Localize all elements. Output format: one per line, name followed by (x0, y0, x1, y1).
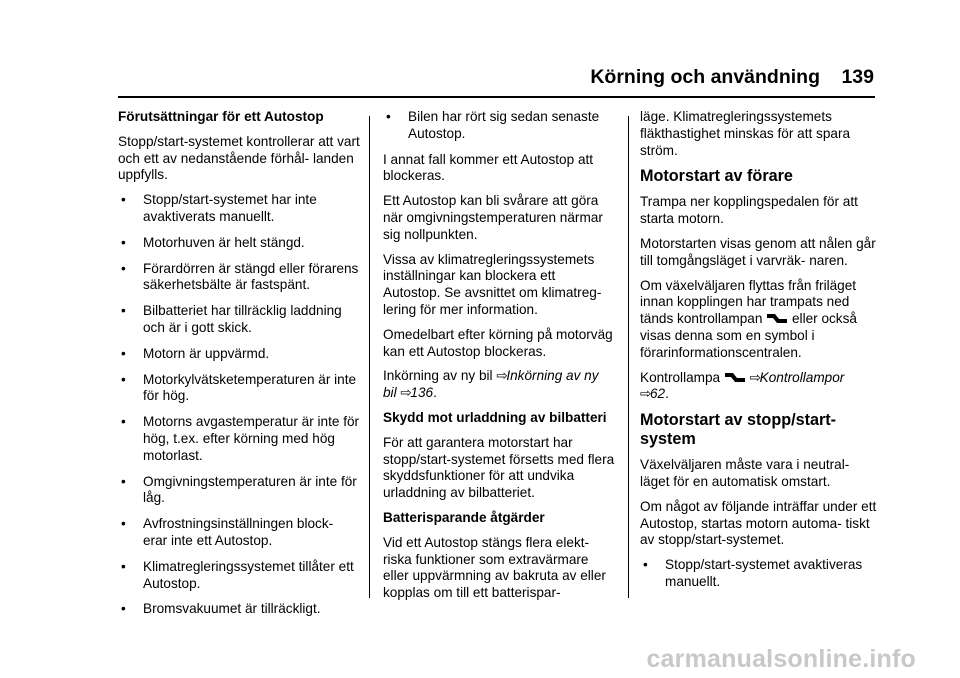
page-header (0, 0, 960, 100)
control-lamp-icon (724, 370, 746, 384)
reference-page[interactable]: 62 (650, 386, 666, 402)
list-item (118, 601, 360, 618)
watermark: carmanualsonline.info (646, 645, 916, 673)
page-number: 139 (841, 66, 874, 88)
list-item-text: Bromsvakuumet är tillräckligt. (143, 601, 321, 617)
list-item-text: Omgivningstemperaturen är inte för låg. (143, 473, 357, 506)
bullet-marker: • (643, 557, 648, 573)
list-item (118, 346, 360, 363)
reference-label: Kontrollampa (640, 369, 721, 385)
list-item (118, 372, 360, 406)
list-item-text: Klimatregleringssystemet tillåter ett Autostop. (143, 558, 354, 591)
paragraph: Om något av följande inträffar under ett Autostop, startas motorn automa- tiskt av stopp/start-systemet. (640, 498, 877, 548)
arrow-icon: ⇨ (749, 369, 762, 385)
paragraph: Stopp/start-systemet kontrollerar att vart och ett av nedanstående förhål- landen uppfylls. (118, 133, 360, 183)
header-rule (118, 96, 875, 98)
cross-reference: Inkörning av ny bil ⇨Inkörning av ny bil ⇨136. (383, 368, 599, 401)
list-item (118, 261, 360, 295)
section-heading: Skydd mot urladdning av bilbatteri (383, 409, 607, 425)
paragraph: Motorstarten visas genom att nålen går till tomgångsläget i varvräk- naren. (640, 235, 876, 268)
bullet-marker: • (121, 601, 126, 617)
paragraph-text: Om växelväljaren flyttas från friläget innan kopplingen har trampats ned tänds kontrollampan (640, 277, 857, 327)
arrow-icon: ⇨ (496, 368, 508, 384)
bullet-list (118, 192, 360, 618)
bullet-marker: • (121, 345, 126, 361)
list-item (118, 192, 360, 226)
list-item (640, 557, 877, 591)
reference-link[interactable]: Kontrollampor (759, 369, 845, 385)
paragraph: Växelväljaren måste vara i neutral- läget för en automatisk omstart. (640, 457, 850, 489)
list-item-text: Bilbatteriet har tillräcklig laddning och är i gott skick. (143, 303, 342, 335)
list-item-text: Stopp/start-systemet har inte avaktiverats manuellt. (143, 192, 317, 224)
paragraph: Trampa ner kopplingspedalen för att starta motorn. (640, 194, 858, 227)
list-item (118, 516, 360, 550)
reference-link[interactable]: Inkörning av ny bil (383, 368, 599, 401)
bullet-marker: • (386, 109, 391, 124)
section-heading: Förutsättningar för ett Autostop (118, 109, 324, 124)
paragraph: Vissa av klimatregleringssystemets inställningar kan blockera ett Autostop. Se avsnittet om klimatreg- lering för mer information. (383, 251, 602, 317)
bullet-marker: • (121, 234, 126, 250)
paragraph: Omedelbart efter körning på motorväg kan ett Autostop blockeras. (383, 326, 613, 359)
bullet-marker: • (121, 192, 126, 208)
bullet-marker: • (121, 371, 126, 387)
list-item (118, 303, 360, 337)
column-3 (640, 109, 877, 600)
paragraph: I annat fall kommer ett Autostop att blockeras. (383, 151, 594, 184)
list-item-text: Förardörren är stängd eller förarens säkerhetsbälte är fastspänt. (143, 260, 359, 293)
section-heading: Motorstart av förare (640, 167, 793, 186)
reference-page[interactable]: 136 (410, 385, 434, 401)
paragraph-with-icon (640, 278, 877, 362)
arrow-icon: ⇨ (400, 385, 412, 401)
list-item (118, 474, 360, 508)
list-item (118, 414, 360, 464)
list-item-text: Motorkylvätsketemperaturen är inte för hög. (143, 371, 357, 404)
arrow-icon: ⇨ (640, 386, 652, 402)
bullet-marker: • (121, 473, 126, 489)
list-item-text: Avfrostningsinställningen block- erar inte ett Autostop. (143, 516, 334, 548)
bullet-marker: • (121, 414, 126, 430)
column-1 (118, 109, 360, 627)
list-item-text: Motorns avgastemperatur är inte för hög, t.ex. efter körning med hög motorlast. (143, 414, 360, 463)
list-item (118, 235, 360, 252)
column-divider (628, 116, 629, 598)
paragraph-text: eller också visas denna som en symbol i förarinformationscentralen. (640, 311, 857, 360)
bullet-marker: • (121, 303, 126, 319)
column-2 (383, 109, 615, 610)
list-item (118, 559, 360, 593)
list-item-text: Bilen har rört sig sedan senaste Autostop. (408, 109, 600, 141)
paragraph: Vid ett Autostop stängs flera elekt- riska funktioner som extravärmare eller uppvärmning av bakruta av eller kopplas om till ett batterispar- (383, 534, 606, 601)
section-heading: Motorstart av stopp/start- system (640, 411, 837, 449)
paragraph: Ett Autostop kan bli svårare att göra när omgivningstemperaturen närmar sig nollpunkten. (383, 193, 603, 242)
section-heading: Batterisparande åtgärder (383, 509, 545, 525)
paragraph: läge. Klimatregleringssystemets fläkthastighet minskas för att spara ström. (640, 109, 851, 158)
cross-reference: Kontrollampa ⇨Kontrollampor ⇨62. (640, 369, 845, 402)
control-lamp-icon (766, 311, 788, 325)
list-item (383, 109, 615, 143)
column-divider (369, 116, 370, 598)
bullet-marker: • (121, 516, 126, 532)
bullet-marker: • (121, 260, 126, 276)
list-item-text: Stopp/start-systemet avaktiveras manuellt. (665, 557, 863, 589)
list-item-text: Motorn är uppvärmd. (143, 345, 270, 361)
page-title: Körning och användning (590, 66, 820, 88)
list-item-text: Motorhuven är helt stängd. (143, 234, 305, 250)
bullet-marker: • (121, 558, 126, 574)
paragraph: För att garantera motorstart har stopp/start-systemet försetts med flera skyddsfunktioner för att undvika urladdning av bilbatteriet. (383, 434, 615, 501)
